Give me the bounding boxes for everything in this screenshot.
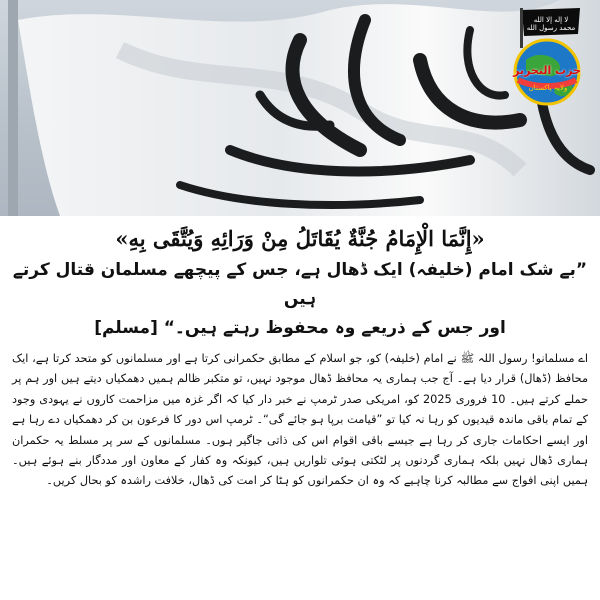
article-body: اے مسلمانو! رسول اللہ ﷺ نے امام (خلیفہ) کو، جو اسلام کے مطابق حکمرانی کرتا ہے اور مسلمانوں کو متحد کرتا ہے، ایک محافظ (ڈھال) قرار دیا ہے۔ آج جب ہماری یہ محافظ ڈھال موجود نہیں، تو متکبر ظالم ہمیں دھمکیاں دیتے ہیں اور ہم پر حملے کرتے ہیں۔ 10 فروری 2025 کو، امریکی صدر ٹرمپ نے خبر دار کیا کہ اگر غزہ میں مزاحمت کاروں نے یہودی وجود کے تمام باقی ماندہ قیدیوں کو رہا نہ کیا تو ”قیامت برپا ہو جائے گی“۔ ٹرمپ اس دور کا فرعون بن کر دھمکیاں دے رہا ہے اور ایسے احکامات جاری کر رہا ہے جیسے باقی اقوام اس کی ذاتی جاگیر ہوں۔ مسلمانوں کے سر پر مسلط یہ حکمران ہماری ڈھال نہیں بلکہ ہماری گردنوں پر لٹکتی ہوئی تلواریں ہیں، کیونکہ وہ کفار کے معاون اور مددگار بنے ہوئے ہیں۔ ہمیں اپنی افواج سے مطالبہ کرنا چاہیے کہ وہ ان حکمرانوں کو ہٹا کر امت کی ڈھال، خلافت راشدہ کو بحال کریں۔: [12, 352, 588, 488]
flag-pole: [8, 0, 18, 216]
hizb-logo: [504, 4, 590, 112]
article-content: [12, 224, 588, 492]
logo-globe-text: حزب التحرير: [513, 64, 581, 77]
logo-sub-text: ولایہ پاکستان: [528, 84, 568, 92]
hadith-arabic-title: «إِنَّمَا الْإِمَامُ جُنَّةٌ يُقَاتَلُ مِنْ وَرَائِهِ وَيُتَّقَى بِهِ»: [115, 226, 485, 251]
flag-banner-image: [0, 0, 600, 216]
hadith-translation-line-1: ”بے شک امام (خلیفہ) ایک ڈھال ہے، جس کے پیچھے مسلمان قتال کرتے ہیں: [12, 260, 588, 309]
logo-flag-text: لا إله إلا الله محمد رسول الله: [526, 16, 576, 32]
hadith-translation-line-2: اور جس کے ذریعے وہ محفوظ رہتے ہیں۔“ [مسلم]: [94, 318, 506, 338]
